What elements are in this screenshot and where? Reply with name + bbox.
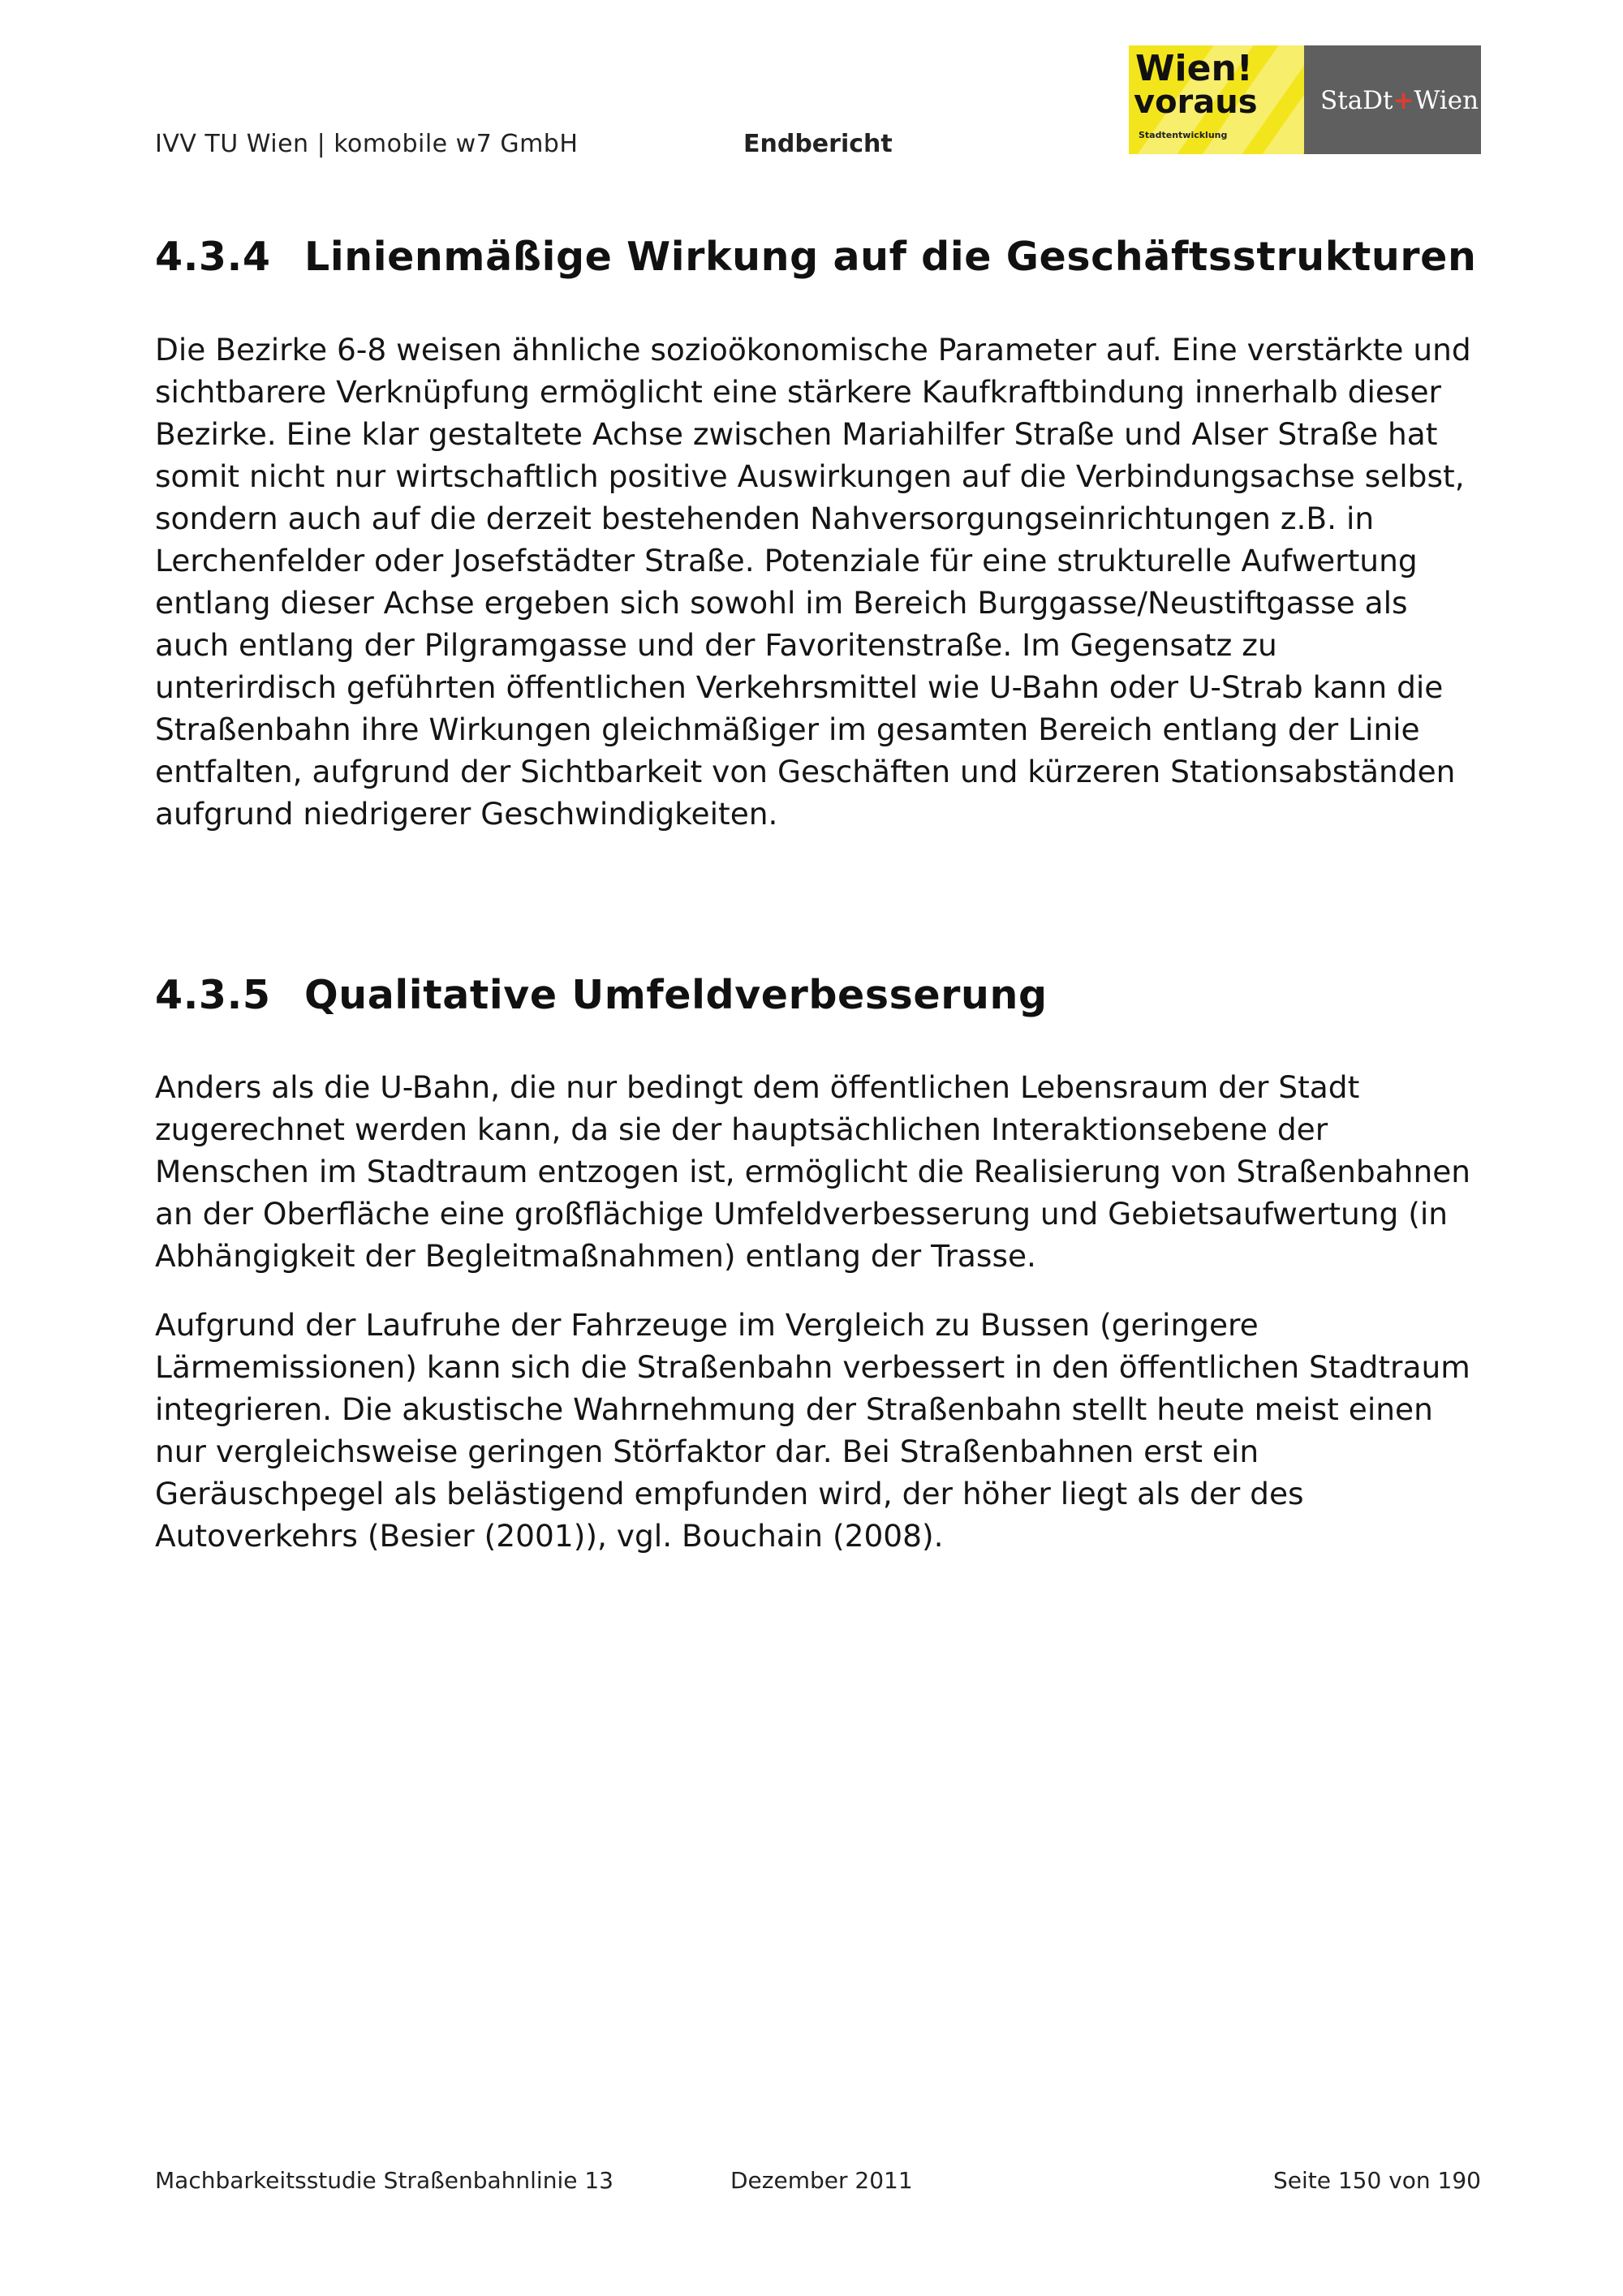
text-line: somit nicht nur wirtschaftlich positive Auswirkungen auf die Verbindungsachse selbst, <box>155 458 1465 494</box>
text-line: an der Oberfläche eine großflächige Umfeldverbesserung und Gebietsaufwertung (in <box>155 1196 1449 1232</box>
text-line: integrieren. Die akustische Wahrnehmung der Straßenbahn stellt heute meist einen <box>155 1391 1433 1427</box>
header-authors: IVV TU Wien | komobile w7 GmbH <box>155 130 579 158</box>
text-line: sichtbarere Verknüpfung ermöglicht eine stärkere Kaufkraftbindung innerhalb dieser <box>155 374 1441 410</box>
text-line: entfalten, aufgrund der Sichtbarkeit von Geschäften und kürzeren Stationsabständen <box>155 754 1456 789</box>
text-line: aufgrund niedrigerer Geschwindigkeiten. <box>155 796 778 832</box>
logo-wien-text: Wien! <box>1135 48 1253 89</box>
stadt-wien-logo <box>1304 45 1481 154</box>
logo-voraus-text: voraus <box>1134 84 1258 121</box>
text-line: nur vergleichsweise geringen Störfaktor dar. Bei Straßenbahnen erst ein <box>155 1434 1259 1469</box>
text-line: Autoverkehrs (Besier (2001)), vgl. Bouchain (2008). <box>155 1518 944 1554</box>
text-line: unterirdisch geführten öffentlichen Verkehrsmittel wie U-Bahn oder U-Strab kann die <box>155 669 1444 705</box>
section-title: Linienmäßige Wirkung auf die Geschäftsstrukturen <box>304 234 1477 280</box>
wien-voraus-logo <box>1129 45 1304 154</box>
logo-plus-icon: + <box>1393 86 1414 115</box>
text-line: Geräuschpegel als belästigend empfunden wird, der höher liegt als der des <box>155 1476 1304 1511</box>
text-line: entlang dieser Achse ergeben sich sowohl im Bereich Burggasse/Neustiftgasse als <box>155 585 1408 621</box>
text-line: Lerchenfelder oder Josefstädter Straße. Potenziale für eine strukturelle Aufwertung <box>155 543 1418 578</box>
text-line: Abhängigkeit der Begleitmaßnahmen) entlang der Trasse. <box>155 1238 1036 1274</box>
section-title: Qualitative Umfeldverbesserung <box>304 972 1048 1018</box>
footer-study-title: Machbarkeitsstudie Straßenbahnlinie 13 <box>155 2167 613 2194</box>
section-heading-4-3-5 <box>155 972 1048 1018</box>
paragraph-environment-1 <box>155 1066 1486 1277</box>
header-doc-type: Endbericht <box>743 130 893 158</box>
section-number: 4.3.5 <box>155 972 271 1018</box>
logo-stadt-text: StaDt <box>1320 86 1393 115</box>
section-number: 4.3.4 <box>155 234 271 280</box>
section-heading-4-3-4 <box>155 234 1476 280</box>
text-line: Die Bezirke 6-8 weisen ähnliche sozioökonomische Parameter auf. Eine verstärkte und <box>155 332 1471 368</box>
footer-date: Dezember 2011 <box>730 2167 913 2194</box>
footer-page-number: Seite 150 von 190 <box>1272 2167 1481 2194</box>
text-line: Aufgrund der Laufruhe der Fahrzeuge im Vergleich zu Bussen (geringere <box>155 1307 1259 1343</box>
logo-stadtentwicklung-text: Stadtentwicklung <box>1139 130 1228 140</box>
text-line: zugerechnet werden kann, da sie der hauptsächlichen Interaktionsebene der <box>155 1111 1328 1147</box>
text-line: sondern auch auf die derzeit bestehenden Nahversorgungseinrichtungen z.B. in <box>155 501 1375 536</box>
text-line: Bezirke. Eine klar gestaltete Achse zwischen Mariahilfer Straße und Alser Straße hat <box>155 416 1438 452</box>
text-line: Straßenbahn ihre Wirkungen gleichmäßiger im gesamten Bereich entlang der Linie <box>155 712 1420 747</box>
text-line: Anders als die U-Bahn, die nur bedingt dem öffentlichen Lebensraum der Stadt <box>155 1069 1360 1105</box>
text-line: auch entlang der Pilgramgasse und der Favoritenstraße. Im Gegensatz zu <box>155 627 1277 663</box>
text-line: Menschen im Stadtraum entzogen ist, ermöglicht die Realisierung von Straßenbahnen <box>155 1154 1471 1189</box>
text-line: Lärmemissionen) kann sich die Straßenbahn verbessert in den öffentlichen Stadtraum <box>155 1349 1470 1385</box>
paragraph-environment-2 <box>155 1304 1486 1557</box>
logo-wien-text-right: Wien <box>1414 86 1479 115</box>
paragraph-business-structures <box>155 329 1486 835</box>
